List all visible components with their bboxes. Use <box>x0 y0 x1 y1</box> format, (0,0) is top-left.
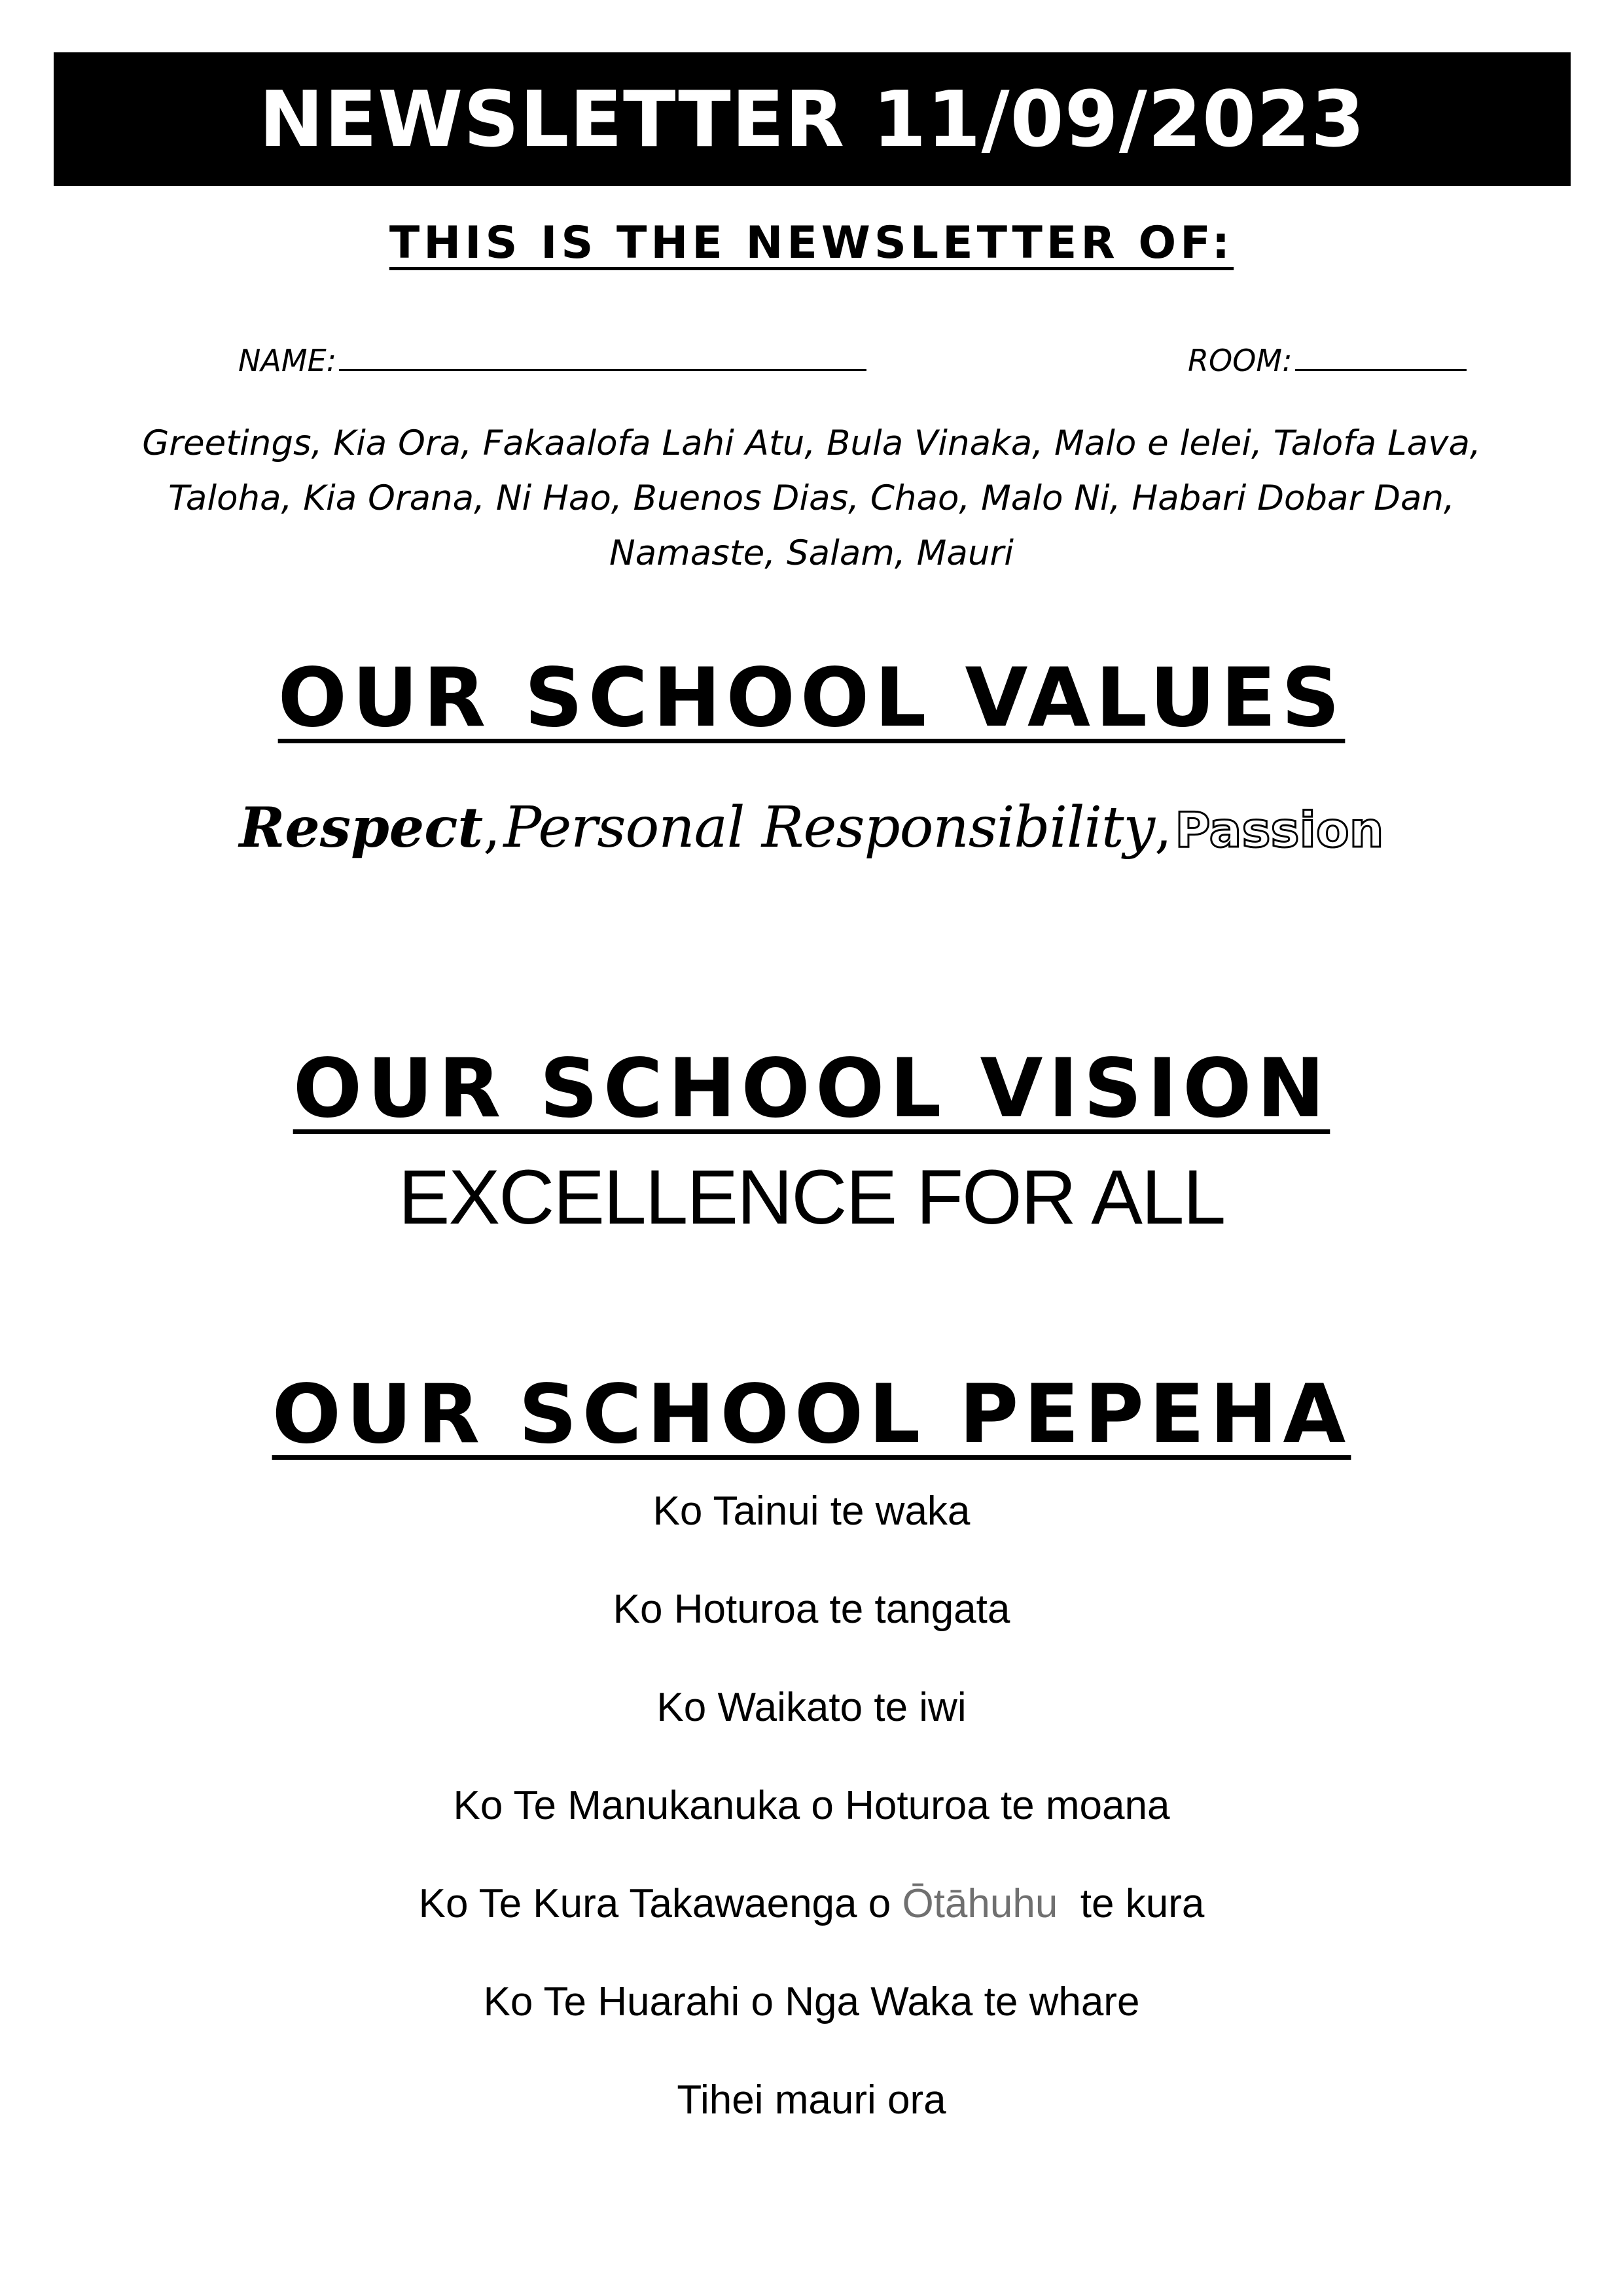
pepeha-line: Ko Te Manukanuka o Hoturoa te moana <box>453 1783 1170 1828</box>
name-blank-line[interactable] <box>339 340 866 371</box>
room-blank-line[interactable] <box>1295 340 1467 371</box>
pepeha-heading-text: OUR SCHOOL PEPEHA <box>272 1368 1351 1462</box>
value-respect: Respect <box>239 795 484 860</box>
value-personal-responsibility: Personal Responsibility <box>503 795 1155 860</box>
value-separator: , <box>1154 796 1172 860</box>
values-heading-text: OUR SCHOOL VALUES <box>277 651 1346 745</box>
name-field[interactable] <box>238 340 866 378</box>
newsletter-subtitle <box>0 217 1623 269</box>
room-label: ROOM: <box>1188 343 1293 378</box>
vision-heading-text: OUR SCHOOL VISION <box>293 1042 1330 1136</box>
pepeha-place-name: Ōtāhuhu <box>902 1881 1058 1926</box>
name-label: NAME: <box>238 343 337 378</box>
pepeha-line-start: Ko Te Kura Takawaenga o <box>418 1881 891 1926</box>
vision-statement: EXCELLENCE FOR ALL <box>398 1154 1225 1241</box>
pepeha-line <box>0 1878 1623 1976</box>
pepeha-heading <box>0 1368 1623 1462</box>
pepeha-line: Ko Tainui te waka <box>652 1489 971 1534</box>
pepeha-line: Ko Hoturoa te tangata <box>613 1587 1010 1632</box>
pepeha-line-end: te kura <box>1080 1881 1205 1926</box>
pepeha-line: Ko Te Huarahi o Nga Waka te whare <box>483 1979 1140 2024</box>
newsletter-title: NEWSLETTER 11/09/2023 <box>259 74 1366 164</box>
value-separator: , <box>483 796 501 860</box>
vision-heading <box>0 1042 1623 1136</box>
subtitle-text: THIS IS THE NEWSLETTER OF: <box>389 217 1234 269</box>
values-list <box>0 795 1623 860</box>
pepeha-line: Ko Waikato te iwi <box>656 1685 967 1730</box>
values-heading <box>0 651 1623 745</box>
room-field[interactable] <box>1188 340 1467 378</box>
pepeha-line: Tihei mauri ora <box>677 2077 946 2123</box>
newsletter-banner <box>54 52 1571 186</box>
value-passion: Passion <box>1175 802 1384 858</box>
greetings-text: Greetings, Kia Ora, Fakaalofa Lahi Atu, Bula Vinaka, Malo e lelei, Talofa Lava, Taloha, Kia Orana, Ni Hao, Buenos Dias, Chao, Malo Ni, Habari Dobar Dan, Namaste, Salam, Mauri <box>142 423 1481 573</box>
pepeha-list <box>0 1485 1623 2172</box>
